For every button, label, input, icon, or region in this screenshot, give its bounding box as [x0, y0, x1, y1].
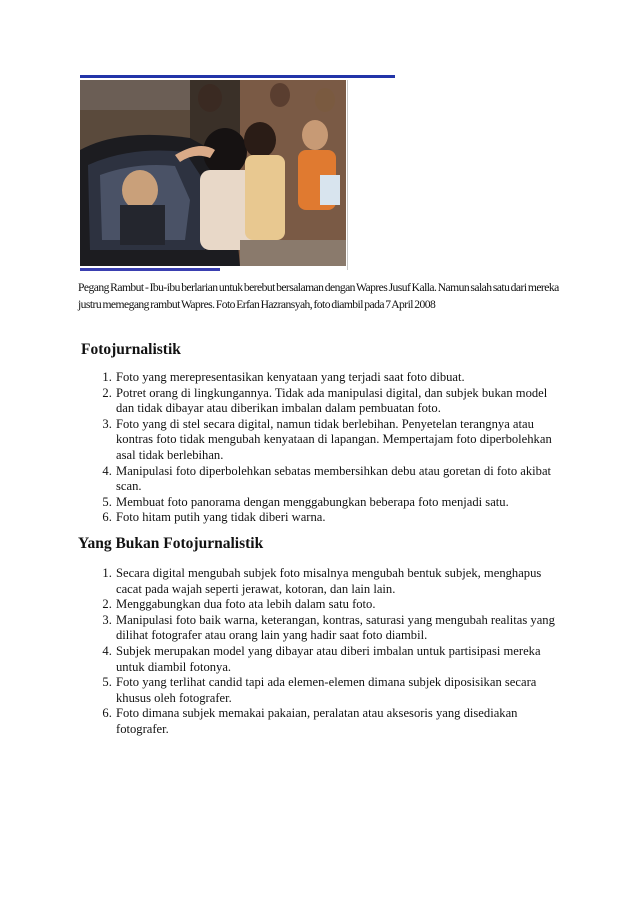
list-item: 4. Manipulasi foto diperbolehkan sebatas membersihkan debu atau goretan di foto akibat scan. — [115, 464, 565, 495]
news-photo-frame — [80, 80, 348, 270]
list-item: 1. Foto yang merepresentasikan kenyataan yang terjadi saat foto dibuat. — [115, 370, 565, 386]
photo-caption: Pegang Rambut - Ibu-ibu berlarian untuk berebut bersalaman dengan Wapres Jusuf Kalla. Namun salah satu dari mereka justru memegang rambut Wapres. Foto Erfan Hazransyah, foto diambil pada 7 April 2008 — [78, 281, 559, 311]
list-item: 3. Foto yang di stel secara digital, namun tidak berlebihan. Penyetelan terangnya atau kontras foto tidak mengubah kenyataan di lapangan. Mempertajam foto diperbolehkan asal tidak berlebihan. — [115, 417, 565, 464]
news-photo — [80, 80, 346, 266]
photo-underline — [80, 268, 220, 271]
list-item: 5. Membuat foto panorama dengan menggabungkan beberapa foto menjadi satu. — [115, 495, 565, 511]
list-item: 3. Manipulasi foto baik warna, keterangan, kontras, saturasi yang mengubah realitas yang dilihat fotografer atau orang lain yang hadir saat foto diambil. — [115, 613, 565, 644]
bukan-fotojurnalistik-list — [78, 566, 565, 738]
list-item: 6. Foto dimana subjek memakai pakaian, peralatan atau aksesoris yang disediakan fotografer. — [115, 706, 565, 737]
header-rule — [80, 75, 395, 78]
list-item: 4. Subjek merupakan model yang dibayar atau diberi imbalan untuk partisipasi mereka untuk diambil fotonya. — [115, 644, 565, 675]
section-title-fotojurnalistik: Fotojurnalistik — [81, 341, 181, 358]
list-item: 2. Menggabungkan dua foto ata lebih dalam satu foto. — [115, 597, 565, 613]
list-item: 1. Secara digital mengubah subjek foto misalnya mengubah bentuk subjek, menghapus cacat pada wajah seperti jerawat, kotoran, dan lain lain. — [115, 566, 565, 597]
list-item: 6. Foto hitam putih yang tidak diberi warna. — [115, 510, 565, 526]
section-title-bukan-fotojurnalistik: Yang Bukan Fotojurnalistik — [78, 535, 264, 552]
list-item: 5. Foto yang terlihat candid tapi ada elemen-elemen dimana subjek diposisikan secara khusus oleh fotografer. — [115, 675, 565, 706]
fotojurnalistik-list — [78, 370, 565, 526]
list-item: 2. Potret orang di lingkungannya. Tidak ada manipulasi digital, dan subjek bukan model dan tidak dibayar atau diberikan imbalan dalam pembuatan foto. — [115, 386, 565, 417]
